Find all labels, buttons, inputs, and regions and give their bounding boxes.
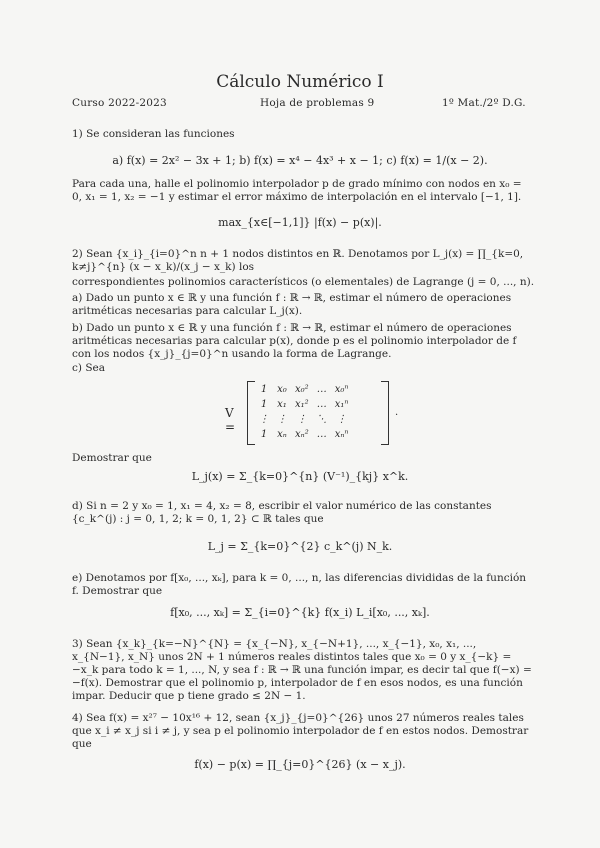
sheet-number: Hoja de problemas 9 xyxy=(260,97,375,109)
matrix-row: 1 xₙ xₙ² … xₙⁿ xyxy=(260,429,349,440)
matrix-row: 1 x₁ x₁² … x₁ⁿ xyxy=(260,399,349,410)
problem-1-intro: 1) Se consideran las funciones xyxy=(72,128,235,140)
problem-2c-demostrar: Demostrar que xyxy=(72,452,152,464)
problem-1-functions: a) f(x) = 2x² − 3x + 1; b) f(x) = x⁴ − 4x³ + x − 1; c) f(x) = 1/(x − 2). xyxy=(112,154,488,167)
matrix-tail: . xyxy=(395,407,399,418)
matrix-row: ⋮ ⋮ ⋮ ⋱ ⋮ xyxy=(259,414,347,425)
course-year: Curso 2022-2023 xyxy=(72,97,167,109)
degree-label: 1º Mat./2º D.G. xyxy=(442,97,526,109)
problem-2d: d) Si n = 2 y x₀ = 1, x₁ = 4, x₂ = 8, escribir el valor numérico de las constantes {c_k^(j) : j = 0, 1, 2; k = 0, 1, 2} ⊂ ℝ tales que xyxy=(72,500,492,525)
problem-1-text: Para cada una, halle el polinomio interpolador p de grado mínimo con nodos en x₀ = 0, x₁ = 1, x₂ = −1 y estimar el error máximo de interpolación en el intervalo [−1, 1]. xyxy=(72,178,522,203)
matrix-body xyxy=(255,382,352,442)
matrix-left-bracket xyxy=(247,381,255,445)
problem-2-intro: 2) Sean {x_i}_{i=0}^n n + 1 nodos distintos en ℝ. Denotamos por L_j(x) = ∏_{k=0, k≠j}^{n} (x − x_k)/(x_j − x_k) los xyxy=(72,248,524,273)
problem-2d-formula: L_j = Σ_{k=0}^{2} c_k^(j) N_k. xyxy=(207,540,393,553)
problem-2c-formula: L_j(x) = Σ_{k=0}^{n} (V⁻¹)_{kj} x^k. xyxy=(191,470,409,483)
problem-4: 4) Sea f(x) = x²⁷ − 10x¹⁶ + 12, sean {x_j}_{j=0}^{26} unos 27 números reales tales que x_i ≠ x_j si i ≠ j, y sea p el polinomio interpolador de f en estos nodos. Demostrar que xyxy=(72,712,529,750)
matrix-right-bracket xyxy=(381,381,389,445)
problem-4-formula: f(x) − p(x) = ∏_{j=0}^{26} (x − x_j). xyxy=(194,758,406,771)
problem-2c: c) Sea xyxy=(72,362,105,374)
problem-2b: b) Dado un punto x ∈ ℝ y una función f : ℝ → ℝ, estimar el número de operaciones aritméticas necesarias para calcular p(x), donde p es el polinomio interpolador de f con los nodos {x_j}_{j=0}^n usando la forma de Lagrange. xyxy=(72,322,517,360)
problem-2-intro-cont: correspondientes polinomios característicos (o elementales) de Lagrange (j = 0, ..., n). xyxy=(72,276,535,288)
problem-2a: a) Dado un punto x ∈ ℝ y una función f : ℝ → ℝ, estimar el número de operaciones aritméticas necesarias para calcular L_j(x). xyxy=(72,292,512,317)
matrix-lhs: V = xyxy=(225,406,236,434)
problem-3: 3) Sean {x_k}_{k=−N}^{N} = {x_{−N}, x_{−N+1}, ..., x_{−1}, x₀, x₁, ..., x_{N−1}, x_N} unos 2N + 1 números reales distintos tales que x₀ = 0 y x_{−k} = −x_k para todo k = 1, ..., N, y sea f : ℝ → ℝ una función impar, es decir tal que f(−x) = −f(x). Demostrar que el polinomio p, interpolador de f en esos nodos, es una función impar. Deducir que p tiene grado ≤ 2N − 1. xyxy=(72,638,532,702)
page-title: Cálculo Numérico I xyxy=(216,72,384,92)
matrix-row: 1 x₀ x₀² … x₀ⁿ xyxy=(260,384,349,395)
problem-1-formula: max_{x∈[−1,1]} |f(x) − p(x)|. xyxy=(218,216,382,229)
problem-2e: e) Denotamos por f[x₀, ..., xₖ], para k = 0, ..., n, las diferencias divididas de la función f. Demostrar que xyxy=(72,572,527,597)
problem-2e-formula: f[x₀, ..., xₖ] = Σ_{i=0}^{k} f(x_i) L_i[x₀, ..., xₖ]. xyxy=(170,606,430,619)
